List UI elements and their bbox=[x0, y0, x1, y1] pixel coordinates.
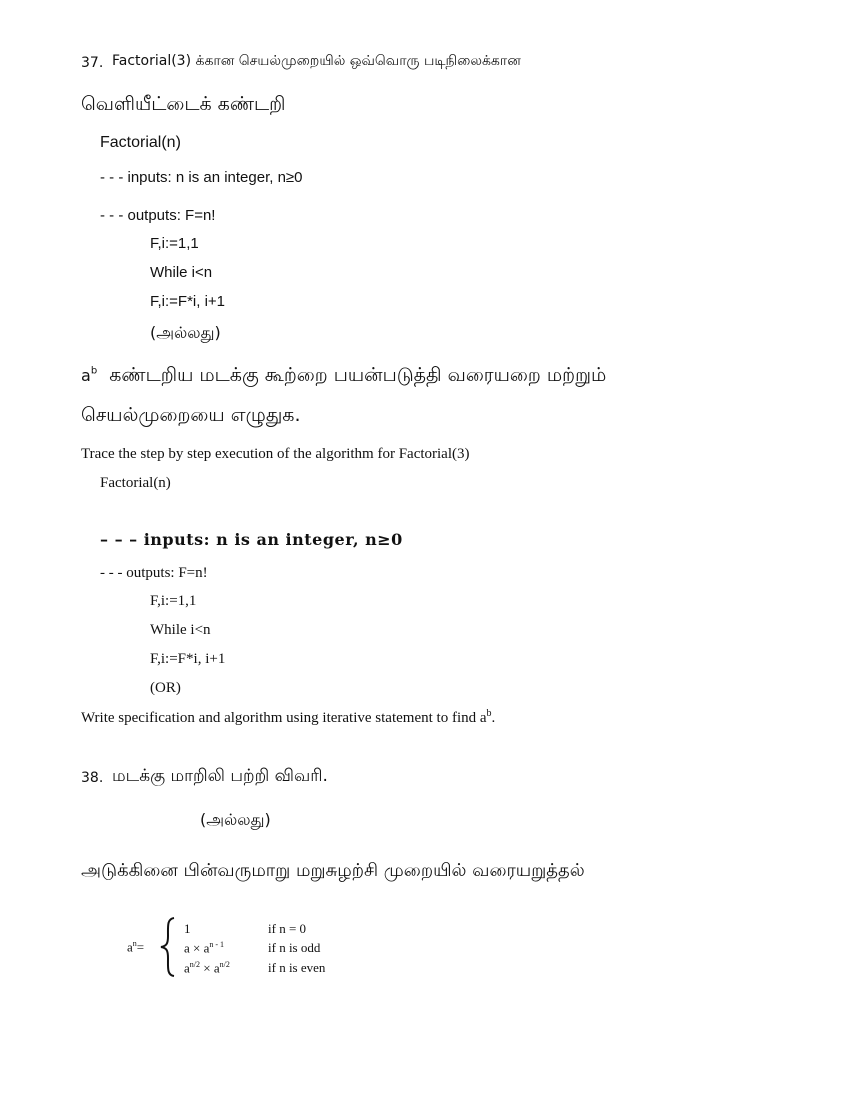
left-brace-icon bbox=[158, 916, 178, 978]
formula-case2-value bbox=[184, 941, 224, 954]
q37-heading-en: Trace the step by step execution of the algorithm for Factorial(3) bbox=[81, 446, 470, 462]
q38-heading-ta: மடக்கு மாறிலி பற்றி விவரி. bbox=[112, 766, 328, 786]
q37-code-ta-line2: - - - inputs: n is an integer, n≥0 bbox=[100, 169, 303, 186]
formula-lhs bbox=[127, 940, 144, 953]
q37-alt-en-sup: b bbox=[486, 708, 492, 719]
formula-lhs-sup: n bbox=[132, 939, 137, 948]
q38-alt-ta: அடுக்கினை பின்வருமாறு மறுசுழற்சி முறையில் வரையறுத்தல் bbox=[81, 860, 585, 881]
q38-or-ta: (அல்லது) bbox=[200, 810, 271, 829]
formula-case2-cond: if n is odd bbox=[268, 940, 321, 955]
q37-code-en-line6: F,i:=F*i, i+1 bbox=[150, 651, 226, 667]
q37-alt-ta-sup: b bbox=[90, 365, 98, 377]
formula-case1-cond: if n = 0 bbox=[268, 921, 307, 936]
q37-code-ta-line6: F,i:=F*i, i+1 bbox=[150, 293, 226, 310]
q37-alt-en-text: Write specification and algorithm using iterative statement to find a bbox=[81, 710, 487, 726]
formula-lhs-base: a bbox=[127, 939, 133, 955]
q37-heading-ta-part1: Factorial(3) க்கான செயல்முறையில் ஒவ்வொரு படிநிலைக்கான bbox=[112, 53, 521, 69]
formula-case2-sup: n - 1 bbox=[209, 940, 225, 949]
q37-or-ta: (அல்லது) bbox=[150, 323, 221, 342]
q37-or-en: (OR) bbox=[150, 680, 181, 696]
q37-heading-ta-line1 bbox=[112, 54, 521, 68]
formula-case2-a: a × a bbox=[184, 940, 210, 956]
q37-code-ta-line5: While i<n bbox=[150, 264, 213, 281]
formula-case3-value bbox=[184, 961, 230, 974]
q37-alt-ta-base: a bbox=[81, 366, 91, 385]
formula-lhs-eq: = bbox=[136, 939, 145, 955]
formula-case3-sup2: n/2 bbox=[219, 960, 230, 969]
formula-case3-cond: if n is even bbox=[268, 960, 326, 975]
formula-case3-a1: a bbox=[184, 960, 190, 976]
q37-code-ta-line1: Factorial(n) bbox=[100, 134, 181, 151]
q37-code-en-line5: While i<n bbox=[150, 622, 211, 638]
q37-alt-ta-line2: செயல்முறையை எழுதுக. bbox=[81, 404, 301, 426]
q37-heading-ta-line2: வெளியீட்டைக் கண்டறி bbox=[81, 93, 286, 115]
formula-case1-value: 1 bbox=[184, 921, 191, 936]
q37-code-en-line2: – – – inputs: n is an integer, n≥0 bbox=[100, 530, 403, 549]
q37-alt-ta-rest: கண்டறிய மடக்கு கூற்றை பயன்படுத்தி வரையறை மற்றும் bbox=[109, 364, 607, 386]
q37-alt-en bbox=[81, 709, 495, 726]
q37-code-ta-line3: - - - outputs: F=n! bbox=[100, 207, 216, 224]
q37-code-en-line4: F,i:=1,1 bbox=[150, 593, 197, 609]
formula-case3-times: × a bbox=[200, 960, 220, 976]
q37-code-en-line3: - - - outputs: F=n! bbox=[100, 565, 208, 581]
formula-case3-sup1: n/2 bbox=[189, 960, 201, 969]
q37-code-en-line1: Factorial(n) bbox=[100, 475, 171, 491]
q37-number: 37. bbox=[81, 55, 104, 71]
q37-alt-en-end: . bbox=[491, 710, 496, 726]
q37-alt-ta-line1 bbox=[81, 366, 606, 385]
q37-code-ta-line4: F,i:=1,1 bbox=[150, 235, 199, 252]
q38-number: 38. bbox=[81, 770, 104, 786]
